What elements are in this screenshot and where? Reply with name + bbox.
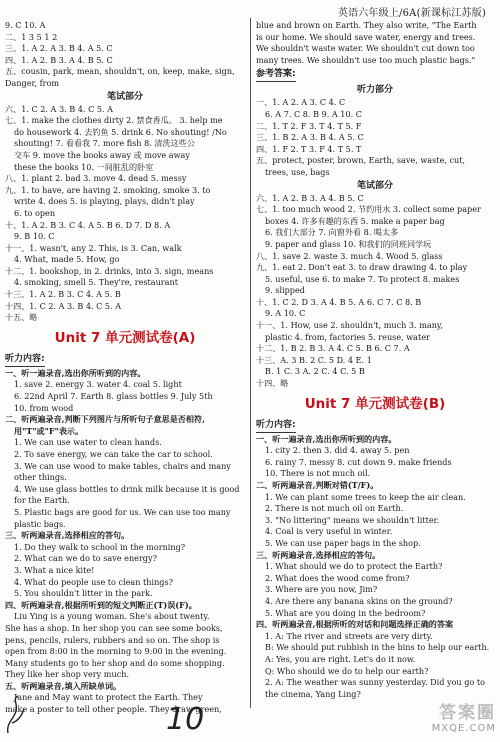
script-line: 4. Coal is very useful in winter. xyxy=(265,526,393,537)
answer-line: 9. B 10. C xyxy=(14,231,55,242)
answer-key-label: 参考答案: xyxy=(256,68,296,82)
site-watermark xyxy=(412,698,496,738)
script-line: 2. To save energy, we can take the car to school. xyxy=(14,449,213,459)
answer-line: 十五、略 xyxy=(5,312,38,323)
script-line: 2. A: The weather was sunny yesterday. Did you go to xyxy=(265,677,485,688)
answer-line: 一、1. A 2. A 3. C 4. C xyxy=(256,97,346,108)
watermark-logo-text: 答案圈 xyxy=(439,703,496,723)
script-line: 二、听两遍录音,判断对错(T/F)。 xyxy=(256,480,379,490)
script-line: 2. What can we do to save energy? xyxy=(14,553,157,564)
script-line: 2. There is not much oil on Earth. xyxy=(265,503,404,514)
answer-line: shouting! 7. 看看我 7. more fish 8. 清洗这些公 xyxy=(14,138,195,149)
script-line: 10. There is not much oil. xyxy=(265,468,371,479)
answer-line: 6. 我们大部分 7. 向窗外看 8. 喝太多 xyxy=(265,227,399,238)
script-line: 3. Where are you now, Jim? xyxy=(265,584,378,595)
answer-line: 三、1. B 2. A 3. B 4. A 5. C xyxy=(256,132,364,143)
answer-line: 9. C 10. A xyxy=(5,20,46,30)
answer-line: 五、cousin, park, mean, shouldn't, on, keep, make, sign, xyxy=(5,66,235,77)
script-line: 1. save 2. energy 3. water 4. coal 5. light xyxy=(14,379,182,390)
script-line: the cinema, Yang Ling? xyxy=(265,688,361,699)
script-line: 3. What a nice kite! xyxy=(14,564,95,575)
answer-line: 十二、1. bookshop, in 2. drinks, into 3. sign, means xyxy=(5,265,214,276)
answer-line: 二、1. T 2. F 3. T 4. T 5. F xyxy=(256,120,362,131)
left-top-answers xyxy=(5,20,245,90)
answer-line: 5. useful, use 6. to make 7. To protect 8. makes xyxy=(265,273,460,284)
answer-line: 七、1. make the clothes dirty 2. 禁食香瓜。 3. help me xyxy=(5,115,223,126)
script-line: 1. We can use water to clean hands. xyxy=(14,437,162,448)
script-line: 五、听两遍录音,填入所缺单词。 xyxy=(5,680,122,691)
left-written-title: 笔试部分 xyxy=(106,91,143,102)
answer-line: 四、1. F 2. T 3. F 4. T 5. T xyxy=(256,143,362,154)
answer-line: 十二、1. B 2. B 3. A 4. C 5. B 6. C 7. A xyxy=(256,343,410,354)
answer-line: 四、1. A 2. B 3. A 4. B 5. C xyxy=(5,54,113,65)
answer-line: 4. What, made 5. How, go xyxy=(14,254,120,265)
answer-line: 九、1. eat 2. Don't eat 3. to draw drawing 4. to play xyxy=(256,262,468,273)
unit7a-listening-label: 听力内容: xyxy=(5,353,45,367)
answer-line: do housework 4. 去钓鱼 5. drink 6. No shouting! /No xyxy=(14,126,227,137)
script-line: 5. You shouldn't litter in the park. xyxy=(14,588,153,599)
script-line: 四、听两遍录音,根据所听的对话和问题选择正确的答案 xyxy=(256,619,454,630)
answer-line: 八、1. plant 2. bad 3. move 4. dead 5. messy xyxy=(5,173,187,184)
unit7b-title: Unit 7 单元测试卷(B) xyxy=(304,395,446,412)
answer-line: 十三、A. 3 B. 2 C. 5 D. 4 E. 1 xyxy=(256,354,372,365)
answer-line: 五、protect, poster, brown, Earth, save, waste, cut, xyxy=(256,155,466,166)
answer-line: 六、1. A 2. B 3. A 4. B 5. C xyxy=(256,192,364,203)
script-line: Q: Who should we do to help our earth? xyxy=(265,665,429,676)
answer-line: 十、1. C 2. D 3. A 4. B 5. A 6. C 7. C 8. B xyxy=(256,296,422,307)
answer-line: 9. slipped xyxy=(265,285,305,296)
script-line: plastic bags. xyxy=(14,518,66,529)
script-line: is our home. We should save water, energy and trees. xyxy=(256,31,476,42)
script-line: She has a shop. In her shop you can see some books, xyxy=(5,622,223,633)
script-line: 1. What should we do to protect the Earth? xyxy=(265,561,443,572)
script-line: 用"T"或"F"表示。 xyxy=(14,425,84,436)
script-line: 四、听两遍录音,根据所听到的短文判断正(T)误(F)。 xyxy=(5,599,197,610)
script-line: other things. xyxy=(14,472,67,483)
script-line: 6. 22nd April 7. Earth 8. glass bottles 9. July 5th xyxy=(14,391,213,402)
script-line: A: Yes, you are right. Let's do it now. xyxy=(265,653,416,664)
answer-line: 十一、1. How, use 2. shouldn't, much 3. many, xyxy=(256,320,443,331)
script-line: 4. What do people use to clean things? xyxy=(14,576,173,587)
script-line: pens, pencils, rulers, rubbers and so on. The shop is xyxy=(5,634,220,645)
answer-line: these the books 10. 一间脏乱的卧室 xyxy=(14,161,154,172)
script-line: 一、听一遍录音,选出你所听到的内容。 xyxy=(256,433,397,444)
answer-line: 6. A 7. C 8. B 9. A 10. C xyxy=(265,108,362,119)
unit7a-listening-script xyxy=(5,368,245,716)
answer-line: Danger, from xyxy=(5,77,60,88)
script-line: 4. Are there any banana skins on the ground? xyxy=(265,595,453,606)
script-line: 三、听两遍录音,选择相应的答句。 xyxy=(5,530,130,541)
left-written-answers xyxy=(5,104,245,324)
script-line: 3. We can use wood to make tables, chairs and many xyxy=(14,460,231,471)
right-column xyxy=(256,20,494,700)
answer-line: 6. to open xyxy=(14,207,56,218)
answer-line: 二、1 3 5 1 2 xyxy=(5,31,58,42)
script-line: blue and brown on Earth. They also write, "The Earth xyxy=(256,20,477,30)
script-line: Liu Ying is a young woman. She's about twenty. xyxy=(14,611,210,622)
answer-line: 六、1. C 2. A 3. B 4. C 5. A xyxy=(5,103,113,114)
unit7b-listening-script xyxy=(256,434,494,701)
answer-line: boxes 4. 许多有趣的东西 5. make a paper bag xyxy=(265,215,445,226)
script-line: They like her shop very much. xyxy=(5,669,130,680)
right-listening-title: 听力部分 xyxy=(356,85,393,96)
right-listening-answers xyxy=(256,97,494,178)
script-line: open from 8:00 in the morning to 9:00 in the evening. xyxy=(5,646,227,657)
script-line: 一、听一遍录音,选出你所听到的内容。 xyxy=(5,367,146,378)
script-line: 6. rainy 7. messy 8. cut down 9. make friends xyxy=(265,456,452,467)
answer-line: 七、1. too much wood 2. 节约用水 3. collect some paper xyxy=(256,204,481,215)
script-line: 1. Do they walk to school in the morning? xyxy=(14,541,186,552)
answer-line: trees, use, bags xyxy=(265,166,330,177)
script-line: 10. from wood xyxy=(14,402,74,413)
right-top-continuation xyxy=(256,20,494,66)
answer-line: 9. paper and glass 10. 和我们的同班同学玩 xyxy=(265,238,432,249)
script-line: for the Earth. xyxy=(14,495,70,506)
answer-line: 交车 9. move the books away 或 move away xyxy=(14,149,190,160)
script-line: 1. We can plant some trees to keep the air clean. xyxy=(265,491,466,502)
script-line: 三、听两遍录音,选择相应的答句。 xyxy=(256,549,381,560)
answer-line: 9. A 10. C xyxy=(265,308,306,319)
answer-line: 八、1. save 2. waste 3. much 4. Wood 5. glass xyxy=(256,250,443,261)
answer-line: 十四、略 xyxy=(256,378,289,389)
unit7a-title: Unit 7 单元测试卷(A) xyxy=(54,329,196,346)
script-line: 2. What does the wood come from? xyxy=(265,572,410,583)
page-header: 英语六年级上/6A(新课标江苏版) xyxy=(337,8,486,19)
script-line: 5. What are you doing in the bedroom? xyxy=(265,607,426,618)
answer-line: 十一、1. wasn't, any 2. This, is 3. Can, walk xyxy=(5,242,182,253)
right-written-answers xyxy=(256,193,494,390)
column-divider xyxy=(250,18,251,708)
script-line: 1. A: The river and streets are very dirty. xyxy=(265,630,433,641)
script-line: 3. "No littering" means we shouldn't litter. xyxy=(265,514,440,525)
answer-line: 4. smoking, smell 5. They're, restaurant xyxy=(14,277,178,288)
script-line: 二、听两遍录音,判断下列图片与所听句子意思是否相符, xyxy=(5,414,205,425)
unit7b-listening-label: 听力内容: xyxy=(256,419,296,433)
answer-line: B. 1 C. 3 A. 2 C. 4 C. 5 B xyxy=(265,366,365,377)
answer-line: 十三、1. A 2. B 3. C 4. A 5. B xyxy=(5,289,121,300)
script-line: We shouldn't waste water. We shouldn't cut down too xyxy=(256,43,475,54)
answer-line: 十四、1. C 2. A 3. B 4. C 5. A xyxy=(5,300,122,311)
watermark-url: MXQE.COM xyxy=(431,723,496,734)
answer-line: 十、1. A 2. B 3. C 4. A 5. B 6. D 7. D 8. A xyxy=(5,219,171,230)
script-line: make a poster to tell other people. They draw green, xyxy=(5,704,222,715)
right-written-title: 笔试部分 xyxy=(356,180,393,191)
answer-line: 九、1. to have, are having 2. smoking, smoke 3. to xyxy=(5,184,211,195)
answer-line: plastic 4. from, factories 5. reuse, water xyxy=(265,331,430,342)
page-number: 10 xyxy=(166,702,205,737)
script-line: many trees. We shouldn't use too much plastic bags." xyxy=(256,54,476,65)
script-line: B: We should put rubbish in the bins to help our earth. xyxy=(265,642,490,653)
script-line: 5. We can use paper bags in the shop. xyxy=(265,537,421,548)
script-line: 4. We use glass bottles to drink milk because it is good xyxy=(14,483,240,494)
script-line: Many students go to her shop and do some shopping. xyxy=(5,657,225,668)
script-line: Jane and May want to protect the Earth. They xyxy=(14,692,203,703)
script-line: 5. Plastic bags are good for us. We can use too many xyxy=(14,506,231,517)
left-column xyxy=(5,20,245,716)
decorative-swirl-icon xyxy=(4,693,30,737)
answer-line: 三、1. A 2. A 3. B 4. A 5. C xyxy=(5,43,113,54)
answer-line: write 4. does 5. is playing, plays, didn't play xyxy=(14,196,195,207)
script-line: 1. city 2. then 3. did 4. away 5. pen xyxy=(265,445,410,456)
